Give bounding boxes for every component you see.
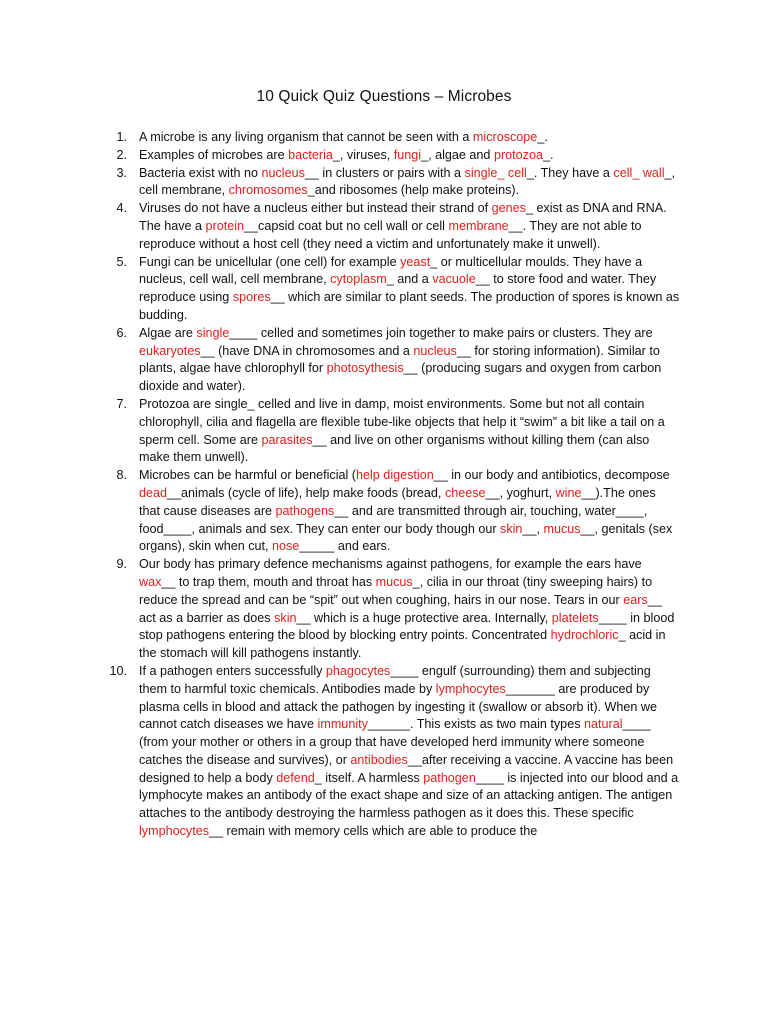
question-item (100, 325, 680, 396)
question-text-segment: Fungi can be unicellular (one cell) for example (139, 254, 401, 269)
question-text-segment: __ (have DNA in chromosomes and a (200, 343, 414, 358)
question-text-segment: __ and are transmitted through air, touching, water____, food____, animals and sex. They can enter our body though our (139, 503, 648, 536)
answer-text: membrane (448, 218, 509, 233)
question-item (100, 254, 680, 325)
question-number: 10. (109, 663, 127, 678)
question-text (139, 468, 672, 553)
answer-text: genes (491, 201, 526, 216)
question-text-segment: __ in clusters or pairs with a (304, 165, 465, 180)
answer-text: mucus (543, 521, 581, 536)
question-text-segment: _, viruses, (332, 147, 394, 162)
question-text-segment: __after receiving a vaccine. A vaccine has been designed to help a body (139, 752, 674, 785)
answer-text: eukaryotes (139, 343, 201, 358)
question-text-segment: ____ (from your mother or others in a group that have developed herd immunity where someone catches the disease and survives), or (139, 717, 651, 767)
answer-text: pathogen (423, 770, 476, 785)
question-text-segment: Microbes can be harmful or beneficial ( (139, 468, 356, 483)
answer-text: antibodies (350, 752, 408, 767)
question-text-segment: Bacteria exist with no (139, 165, 262, 180)
question-text-segment: __animals (cycle of life), help make foods (bread, (167, 485, 445, 500)
question-text (139, 255, 679, 322)
question-text-segment: _and ribosomes (help make proteins). (307, 183, 520, 198)
answer-text: wine (555, 485, 582, 500)
question-text (139, 148, 553, 162)
answer-text: microscope (472, 130, 538, 144)
question-text-segment: ______. This exists as two main types (367, 717, 584, 732)
answer-text: photosythesis (326, 361, 404, 376)
question-text-segment: _______ are produced by plasma cells in blood and attack the pathogen by ingesting it (swallow or absorb it). When we cannot catch diseases we have (139, 681, 658, 732)
question-text-segment: ____ in blood stop pathogens entering the blood by blocking entry points. Concentrated (139, 610, 675, 643)
answer-text: skin (274, 610, 297, 625)
answer-text: immunity (317, 717, 368, 732)
question-text-segment: ____ is injected into our blood and a lymphocyte makes an antibody of the exact shape and size of an attacking antigen. The antigen attaches to the antibody destroying the harmless pathogen as it does this. These specific (139, 770, 679, 821)
answer-text: dead (139, 485, 168, 500)
question-item (100, 200, 680, 253)
question-text-segment: _, cell membrane, (139, 165, 676, 198)
question-text-segment: __. They are not able to reproduce without a host cell (they need a victim and unfortunately make it unwell). (139, 218, 642, 251)
answer-text: single_ cell (464, 165, 527, 180)
question-item (100, 556, 680, 663)
question-number: 7. (116, 396, 127, 411)
answer-text: vacuole (432, 272, 476, 287)
answer-text: single (196, 325, 230, 340)
answer-text: cytoplasm (330, 272, 387, 287)
answer-text: protozoa (493, 147, 543, 162)
question-text-segment: ____ celled and sometimes join together to make pairs or clusters. They are (229, 325, 653, 340)
answer-text: skin (500, 521, 523, 536)
question-text-segment: _ itself. A harmless (314, 770, 424, 785)
answer-text: protein (205, 218, 245, 233)
question-text-segment: __ which are similar to plant seeds. The production of spores is known as budding. (139, 290, 680, 322)
question-text-segment: __ for storing information). Similar to plants, algae have chlorophyll for (139, 343, 660, 376)
question-text-segment: __ act as a barrier as does (139, 592, 662, 625)
answer-text: cheese (444, 485, 486, 500)
question-text-segment: __, genitals (sex organs), skin when cut, (139, 521, 673, 554)
question-text-segment: __ which is a huge protective area. Internally, (296, 610, 552, 625)
answer-text: pathogens (275, 503, 335, 518)
answer-text: yeast (400, 254, 431, 269)
question-text-segment: Protozoa are single_ celled and live in damp, moist environments. Some but not all contain chlorophyll, cilia and flagella are flexible tube-like objects that help it “swim” a bit like a tail on a sperm cell. Some are (139, 396, 665, 447)
answer-text: hydrochloric (550, 628, 619, 643)
question-text-segment: Viruses do not have a nucleus either but instead their strand of (139, 201, 492, 216)
answer-text: ears (623, 592, 648, 607)
answer-text: natural (584, 717, 623, 732)
answer-text: defend (276, 770, 315, 785)
question-text-segment: __, yoghurt, (485, 485, 556, 500)
question-text (139, 130, 548, 144)
question-list (100, 129, 680, 841)
question-item (100, 663, 680, 841)
question-text-segment: _. (537, 130, 548, 144)
question-number: 1. (116, 130, 127, 144)
question-item (100, 129, 680, 147)
answer-text: lymphocytes (139, 824, 209, 839)
answer-text: fungi (393, 147, 422, 162)
question-item (100, 467, 680, 556)
question-text (139, 397, 665, 464)
answer-text: nucleus (413, 343, 457, 358)
question-text-segment: Algae are (139, 325, 197, 340)
answer-text: wax (139, 574, 162, 589)
answer-text: nose (272, 539, 300, 554)
question-text-segment: ____ engulf (surrounding) them and subjecting them to harmful toxic chemicals. Antibodies made by (139, 663, 651, 696)
answer-text: nucleus (261, 165, 305, 180)
question-number: 6. (116, 325, 127, 340)
answer-text: parasites (261, 432, 313, 447)
question-text-segment: _. (542, 147, 554, 162)
question-text-segment: _ exist as DNA and RNA. The have a (139, 201, 667, 233)
answer-text: spores (232, 290, 271, 305)
question-text (139, 166, 675, 198)
question-text-segment: __ (producing sugars and oxygen from carbon dioxide and water). (139, 361, 662, 394)
answer-text: help digestion (356, 468, 434, 483)
question-text-segment: __ to trap them, mouth and throat has (161, 574, 376, 589)
answer-text: platelets (551, 610, 599, 625)
answer-text: phagocytes (325, 663, 391, 678)
question-text-segment: _, algae and (421, 147, 494, 162)
question-item (100, 396, 680, 467)
page-title: 10 Quick Quiz Questions – Microbes (256, 88, 512, 105)
question-text-segment: _ and a (386, 272, 433, 287)
question-text-segment: Examples of microbes are (139, 147, 289, 162)
question-text-segment: _. They have a (526, 165, 614, 180)
question-text (139, 557, 674, 660)
question-number: 4. (116, 201, 127, 216)
answer-text: cell_ wall (613, 165, 665, 180)
question-number: 3. (116, 165, 127, 180)
question-text-segment: _ acid in the stomach will kill pathogens instantly. (139, 628, 666, 661)
question-number: 9. (116, 557, 127, 572)
question-text-segment: If a pathogen enters successfully (139, 663, 326, 678)
question-text-segment: _ or multicellular moulds. They have a nucleus, cell wall, cell membrane, (139, 254, 643, 287)
question-text-segment: A microbe is any living organism that cannot be seen with a (139, 130, 473, 144)
question-text-segment: __capsid coat but no cell wall or cell (244, 218, 449, 233)
answer-text: lymphocytes (435, 681, 506, 696)
question-text-segment: __ to store food and water. They reproduce using (139, 272, 657, 305)
answer-text: mucus (375, 574, 413, 589)
question-text (139, 664, 678, 838)
question-number: 8. (116, 468, 127, 483)
question-text (139, 326, 661, 393)
question-text-segment: _____ and ears. (299, 539, 391, 554)
question-text-segment: _, cilia in our throat (tiny sweeping hairs) to reduce the spread and can be “spit” out when coughing, hairs in our nose. Tears in our (139, 574, 653, 607)
answer-text: bacteria (288, 147, 333, 162)
question-number: 2. (116, 147, 127, 162)
question-text-segment: Our body has primary defence mechanisms against pathogens, for example the ears have (139, 557, 642, 572)
question-item (100, 147, 680, 165)
question-text (139, 201, 667, 251)
question-text-segment: __).The ones that cause diseases are (139, 485, 656, 518)
question-text-segment: __ remain with memory cells which are able to produce the (209, 824, 538, 839)
question-text-segment: __ in our body and antibiotics, decompose (433, 468, 670, 483)
question-text-segment: __, (522, 521, 544, 536)
answer-text: chromosomes (228, 183, 308, 198)
question-number: 5. (116, 254, 127, 269)
question-text-segment: __ and live on other organisms without killing them (can also make them unwell). (139, 432, 650, 465)
question-item (100, 165, 680, 201)
